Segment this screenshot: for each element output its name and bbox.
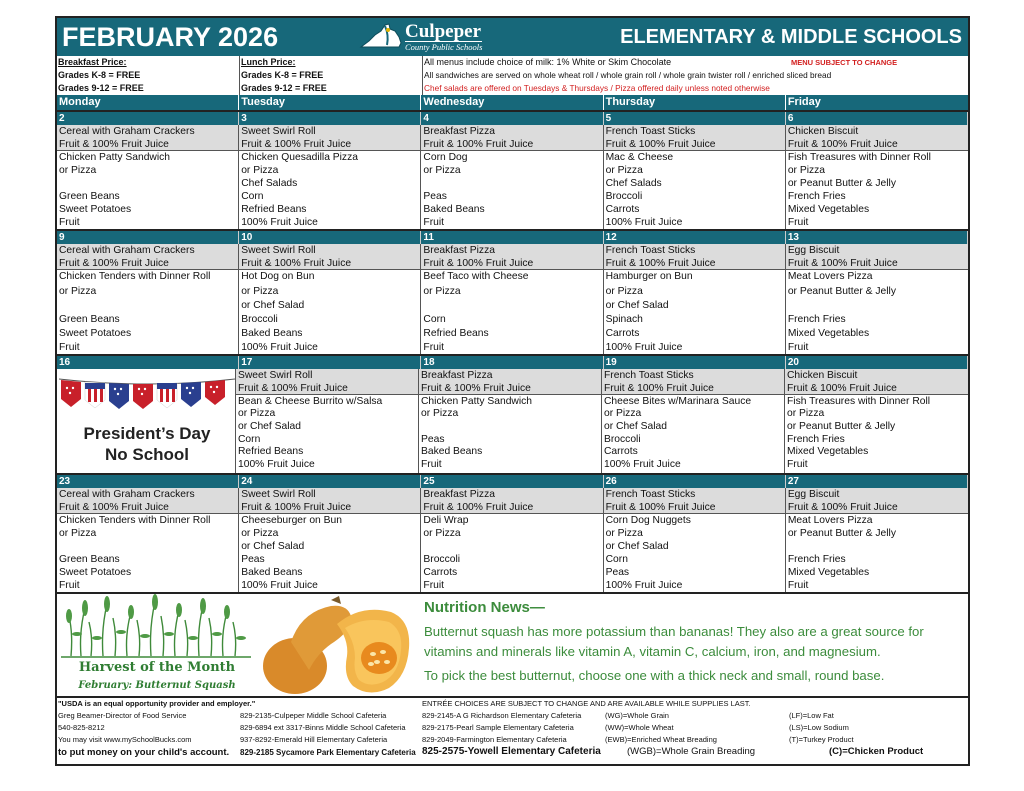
lunch-cell: Chicken Tenders with Dinner Roll or Pizza Green Beans Sweet Potatoes Fruit bbox=[57, 514, 239, 592]
lunch-cell: Cheese Bites w/Marinara Sauce or Pizza or Chef Salad Broccoli Carrots 100% Fruit Juice bbox=[602, 395, 785, 473]
legend-item: (LS)=Low Sodium bbox=[789, 723, 849, 732]
lunch-row bbox=[57, 270, 968, 354]
breakfast-cell: Sweet Swirl Roll Fruit & 100% Fruit Juice bbox=[239, 488, 421, 513]
header-bar bbox=[57, 18, 968, 56]
breakfast-cell: Sweet Swirl Roll Fruit & 100% Fruit Juice bbox=[239, 244, 421, 269]
day-thursday: Thursday bbox=[604, 95, 786, 110]
contact: 829-2175-Pearl Sample Elementary Cafeteria bbox=[422, 723, 574, 732]
news-title: Nutrition News— bbox=[424, 599, 545, 616]
legend-item: (WG)=Whole Grain bbox=[605, 711, 669, 720]
lunch-cell: Bean & Cheese Burrito w/Salsa or Pizza or Chef Salad Corn Refried Beans 100% Fruit Juice bbox=[236, 395, 419, 473]
menu-sheet bbox=[55, 16, 970, 766]
date-cell: 12 bbox=[604, 231, 786, 244]
day-friday: Friday bbox=[787, 96, 821, 108]
schools-title: ELEMENTARY & MIDDLE SCHOOLS bbox=[620, 26, 962, 48]
lunch-cell: Chicken Patty Sandwich or Pizza Peas Baked Beans Fruit bbox=[419, 395, 602, 473]
contact: 829-6894 ext 3317-Binns Middle School Cafeteria bbox=[240, 723, 406, 732]
breakfast-cell: French Toast Sticks Fruit & 100% Fruit Juice bbox=[604, 244, 786, 269]
day-monday: Monday bbox=[57, 95, 239, 110]
contact: 937-8292-Emerald Hill Elementary Cafeteria bbox=[240, 735, 388, 744]
lunch-912: Grades 9-12 = FREE bbox=[240, 82, 423, 95]
date-cell: 16 bbox=[57, 356, 239, 369]
breakfast-cell: Breakfast Pizza Fruit & 100% Fruit Juice bbox=[421, 244, 603, 269]
holiday-text: President’s Day No School bbox=[83, 424, 211, 464]
date-cell: 3 bbox=[239, 112, 421, 125]
contact: 829-2145-A G Richardson Elementary Cafeteria bbox=[422, 711, 582, 720]
legend-item: (EWB)=Enriched Wheat Breading bbox=[605, 735, 717, 744]
date-cell: 26 bbox=[604, 475, 786, 488]
week-3 bbox=[57, 354, 968, 473]
week-dates bbox=[57, 112, 968, 125]
lunch-cell: Mac & Cheese or Pizza Chef Salads Broccoli Carrots 100% Fruit Juice bbox=[604, 151, 786, 229]
week-1 bbox=[57, 110, 968, 229]
date-cell: 19 bbox=[604, 356, 786, 369]
lunch-row bbox=[57, 514, 968, 592]
nutrition-section bbox=[57, 592, 968, 696]
date-cell: 4 bbox=[421, 112, 603, 125]
date-cell: 11 bbox=[421, 231, 603, 244]
nutrition-news bbox=[424, 598, 969, 686]
day-tuesday: Tuesday bbox=[239, 95, 421, 110]
breakfast-row bbox=[57, 244, 968, 270]
breakfast-912: Grades 9-12 = FREE bbox=[57, 82, 240, 95]
bread-note: All sandwiches are served on whole wheat roll / whole grain roll / whole grain twister roll / enriched sliced bread bbox=[424, 70, 832, 80]
week-dates bbox=[57, 231, 968, 244]
district-logo bbox=[359, 20, 522, 53]
legend-item: (WGB)=Whole Grain Breading bbox=[627, 746, 756, 757]
legend-item: (WW)=Whole Wheat bbox=[605, 723, 674, 732]
lunch-k8: Grades K-8 = FREE bbox=[240, 69, 423, 82]
lunch-price-title: Lunch Price: bbox=[240, 56, 423, 69]
lunch-cell: Meat Lovers Pizza or Peanut Butter & Jelly French Fries Mixed Vegetables Fruit bbox=[787, 515, 896, 591]
website: You may visit www.mySchoolBucks.com bbox=[58, 735, 192, 744]
contact: 829-2049-Farmington Elementary Cafeteria bbox=[422, 735, 567, 744]
week-dates bbox=[57, 475, 968, 488]
week-dates bbox=[57, 356, 968, 369]
bunting-flags-icon bbox=[59, 375, 235, 415]
lunch-cell: Meat Lovers Pizza or Peanut Butter & Jelly French Fries Mixed Vegetables Fruit bbox=[787, 271, 896, 353]
date-cell: 20 bbox=[786, 356, 968, 369]
legend-item: (LF)=Low Fat bbox=[789, 711, 834, 720]
date-cell: 9 bbox=[57, 231, 239, 244]
breakfast-cell: Egg Biscuit Fruit & 100% Fruit Juice bbox=[787, 245, 898, 269]
footer bbox=[57, 696, 968, 758]
lunch-cell: Corn Dog or Pizza Peas Baked Beans Fruit bbox=[421, 151, 603, 229]
lunch-cell: Corn Dog Nuggets or Pizza or Chef Salad Corn Peas 100% Fruit Juice bbox=[604, 514, 786, 592]
breakfast-cell: Chicken Biscuit Fruit & 100% Fruit Juice bbox=[787, 126, 898, 150]
breakfast-row bbox=[57, 125, 968, 151]
lunch-cell: Cheeseburger on Bun or Pizza or Chef Salad Peas Baked Beans 100% Fruit Juice bbox=[239, 514, 421, 592]
lunch-cell: Chicken Patty Sandwich or Pizza Green Beans Sweet Potatoes Fruit bbox=[57, 151, 239, 229]
harvest-title: Harvest of the Month bbox=[78, 660, 236, 675]
news-body: Butternut squash has more potassium than bananas! They also are a great source for vitamins and minerals like vitamin A, vitamin C, calcium, iron, and magnesium. bbox=[424, 624, 924, 659]
usda-statement: "USDA is an equal opportunity provider and employer." bbox=[58, 699, 256, 708]
breakfast-k8: Grades K-8 = FREE bbox=[57, 69, 240, 82]
lunch-cell: Hot Dog on Bun or Pizza or Chef Salad Broccoli Baked Beans 100% Fruit Juice bbox=[239, 270, 421, 354]
breakfast-cell: Sweet Swirl Roll Fruit & 100% Fruit Juice bbox=[236, 369, 419, 394]
lunch-cell: Fish Treasures with Dinner Roll or Pizza or Peanut Butter & Jelly French Fries Mixed Vegetables Fruit bbox=[787, 152, 931, 228]
date-cell: 5 bbox=[604, 112, 786, 125]
lunch-cell: Beef Taco with Cheese or Pizza Corn Refried Beans Fruit bbox=[421, 270, 603, 354]
date-cell: 23 bbox=[57, 475, 239, 488]
news-tip: To pick the best butternut, choose one with a thick neck and small, round base. bbox=[424, 668, 885, 683]
holiday-week-body bbox=[57, 369, 968, 473]
breakfast-cell: Cereal with Graham Crackers Fruit & 100% Fruit Juice bbox=[57, 244, 239, 269]
week-2 bbox=[57, 229, 968, 354]
date-cell: 10 bbox=[239, 231, 421, 244]
lunch-cell: Deli Wrap or Pizza Broccoli Carrots Fruit bbox=[421, 514, 603, 592]
breakfast-cell: Cereal with Graham Crackers Fruit & 100% Fruit Juice bbox=[57, 488, 239, 513]
milk-note-row bbox=[423, 56, 970, 69]
date-cell: 6 bbox=[786, 112, 968, 125]
virginia-map-icon bbox=[359, 21, 403, 53]
month-title: FEBRUARY 2026 bbox=[62, 22, 279, 52]
lunch-row bbox=[57, 151, 968, 229]
week-4 bbox=[57, 473, 968, 592]
breakfast-row bbox=[236, 369, 968, 395]
phone: 540-825-8212 bbox=[58, 723, 105, 732]
breakfast-cell: Sweet Swirl Roll Fruit & 100% Fruit Juice bbox=[239, 125, 421, 150]
lunch-row bbox=[236, 395, 968, 473]
date-cell: 2 bbox=[57, 112, 239, 125]
menu-change-note: MENU SUBJECT TO CHANGE bbox=[791, 58, 898, 67]
butternut-squash-image bbox=[261, 594, 413, 698]
legend-item: (C)=Chicken Product bbox=[829, 746, 924, 757]
lunch-cell: Hamburger on Bun or Pizza or Chef Salad Spinach Carrots 100% Fruit Juice bbox=[604, 270, 786, 354]
legend-item: (T)=Turkey Product bbox=[789, 735, 854, 744]
day-wednesday: Wednesday bbox=[421, 95, 603, 110]
date-cell: 18 bbox=[421, 356, 603, 369]
date-cell: 17 bbox=[239, 356, 421, 369]
director: Greg Beamer-Director of Food Service bbox=[58, 711, 187, 720]
breakfast-cell: Cereal with Graham Crackers Fruit & 100% Fruit Juice bbox=[57, 125, 239, 150]
breakfast-cell: Chicken Biscuit Fruit & 100% Fruit Juice bbox=[787, 370, 897, 394]
holiday-cell bbox=[57, 369, 236, 473]
breakfast-cell: Breakfast Pizza Fruit & 100% Fruit Juice bbox=[419, 369, 602, 394]
lunch-cell: Fish Treasures with Dinner Roll or Pizza or Peanut Butter & Jelly French Fries Mixed Vegetables Fruit bbox=[787, 396, 931, 470]
money-note: to put money on your child's account. bbox=[58, 747, 230, 758]
date-cell: 24 bbox=[239, 475, 421, 488]
lunch-cell: Chicken Tenders with Dinner Roll or Pizza Green Beans Sweet Potatoes Fruit bbox=[57, 270, 239, 354]
date-cell: 13 bbox=[786, 231, 968, 244]
breakfast-cell: French Toast Sticks Fruit & 100% Fruit Juice bbox=[604, 488, 786, 513]
contact: 829-2185 Sycamore Park Elementary Cafeteria bbox=[240, 748, 416, 757]
weekday-header bbox=[57, 95, 968, 110]
price-info bbox=[57, 56, 968, 95]
breakfast-row bbox=[57, 488, 968, 514]
harvest-of-month bbox=[57, 594, 255, 698]
breakfast-cell: Breakfast Pizza Fruit & 100% Fruit Juice bbox=[421, 125, 603, 150]
logo-name: Culpeper bbox=[405, 20, 481, 42]
plants-illustration-icon bbox=[57, 594, 255, 660]
date-cell: 25 bbox=[421, 475, 603, 488]
date-cell: 27 bbox=[786, 475, 968, 488]
milk-note: All menus include choice of milk: 1% White or Skim Chocolate bbox=[424, 57, 672, 67]
breakfast-cell: French Toast Sticks Fruit & 100% Fruit Juice bbox=[602, 369, 785, 394]
breakfast-price-title: Breakfast Price: bbox=[57, 56, 240, 69]
contact: 825-2575-Yowell Elementary Cafeteria bbox=[422, 746, 601, 757]
holiday-week-menus bbox=[236, 369, 968, 473]
salad-note: Chef salads are offered on Tuesdays & Thursdays / Pizza offered daily unless noted otherwise bbox=[424, 83, 770, 93]
contact: 829-2135-Culpeper Middle School Cafeteria bbox=[240, 711, 387, 720]
logo-subtitle: County Public Schools bbox=[405, 41, 483, 52]
harvest-subtitle: February: Butternut Squash bbox=[78, 680, 236, 691]
breakfast-cell: Egg Biscuit Fruit & 100% Fruit Juice bbox=[787, 489, 898, 513]
breakfast-cell: French Toast Sticks Fruit & 100% Fruit Juice bbox=[604, 125, 786, 150]
lunch-cell: Chicken Quesadilla Pizza or Pizza Chef Salads Corn Refried Beans 100% Fruit Juice bbox=[239, 151, 421, 229]
breakfast-cell: Breakfast Pizza Fruit & 100% Fruit Juice bbox=[421, 488, 603, 513]
disclaimer: ENTRÉE CHOICES ARE SUBJECT TO CHANGE AND ARE AVAILABLE WHILE SUPPLIES LAST. bbox=[422, 699, 751, 708]
